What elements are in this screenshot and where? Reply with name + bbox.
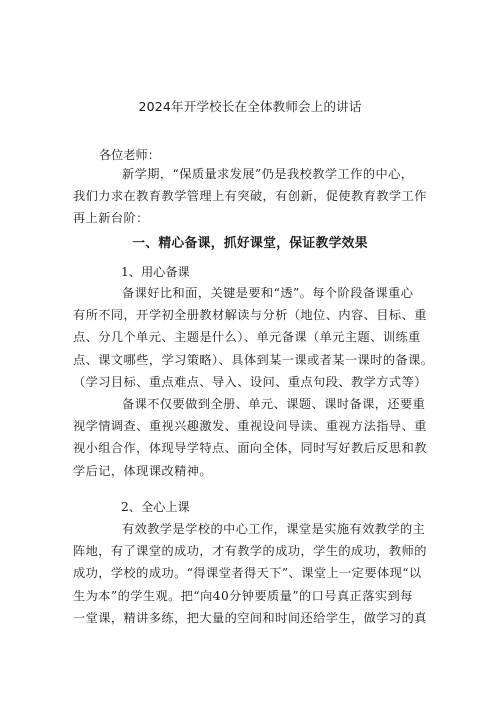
- section-heading: 一、精心备课，抓好课堂，保证教学效果: [132, 236, 368, 251]
- paragraph-line: 点、分几个单元、主题是什么）、单元备课（单元主题、训练重: [73, 330, 421, 345]
- intro-line: 新学期，“保质量求发展”仍是我校教学工作的中心，: [122, 167, 414, 181]
- intro-line: 我们力求在教育教学管理上有突破，有创新，促使教育教学工作: [73, 189, 427, 204]
- paragraph-line: 阵地，有了课堂的成功，才有教学的成功，学生的成功，教师的: [73, 544, 427, 559]
- paragraph-line: 一堂课，精讲多练，把大量的空间和时间还给学生，做学习的真: [73, 610, 427, 625]
- paragraph: [73, 518, 435, 629]
- paragraph-line: 备课不仅要做到全册、单元、课题、课时备课，还要重: [122, 397, 426, 411]
- salutation: 各位老师：: [99, 148, 160, 162]
- paragraph-line: 有效教学是学校的中心工作，课堂是实施有效教学的主: [122, 522, 426, 536]
- paragraph-line: 点、课文哪些，学习策略）、具体到某一课或者某一课时的备课。: [73, 352, 434, 367]
- intro-line: 再上新台阶：: [73, 211, 149, 226]
- paragraph-line: 视小组合作，体现导学特点、面向全体，同时写好教后反思和教: [73, 441, 427, 456]
- subsection-heading: 1、用心备课: [121, 265, 190, 279]
- paragraph-line: 成功，学校的成功。“得课堂者得天下”、课堂上一定要体现“以: [73, 566, 422, 581]
- paragraph-line: 学后记，体现课改精神。: [73, 463, 213, 478]
- paragraph-line: （学习目标、重点难点、导入、设问、重点句段、教学方式等）: [73, 374, 427, 389]
- paragraph-line: 视学情调查、重视兴趣激发、重视设问导读、重视方法指导、重: [73, 419, 427, 434]
- paragraph: [73, 393, 435, 482]
- document-title: 2024年开学校长在全体教师会上的讲话: [138, 99, 362, 114]
- paragraph-line: 生为本”的学生观。把“向40分钟要质量”的口号真正落实到每: [73, 588, 413, 603]
- paragraph-line: 有所不同，开学初全册教材解读与分析（地位、内容、目标、重: [73, 308, 427, 323]
- intro-paragraph: [73, 163, 435, 230]
- subsection-heading: 2、全心上课: [121, 500, 190, 514]
- paragraph-line: 备课好比和面，关键是要和“透”。每个阶段备课重心: [122, 286, 414, 300]
- paragraph: [73, 282, 435, 393]
